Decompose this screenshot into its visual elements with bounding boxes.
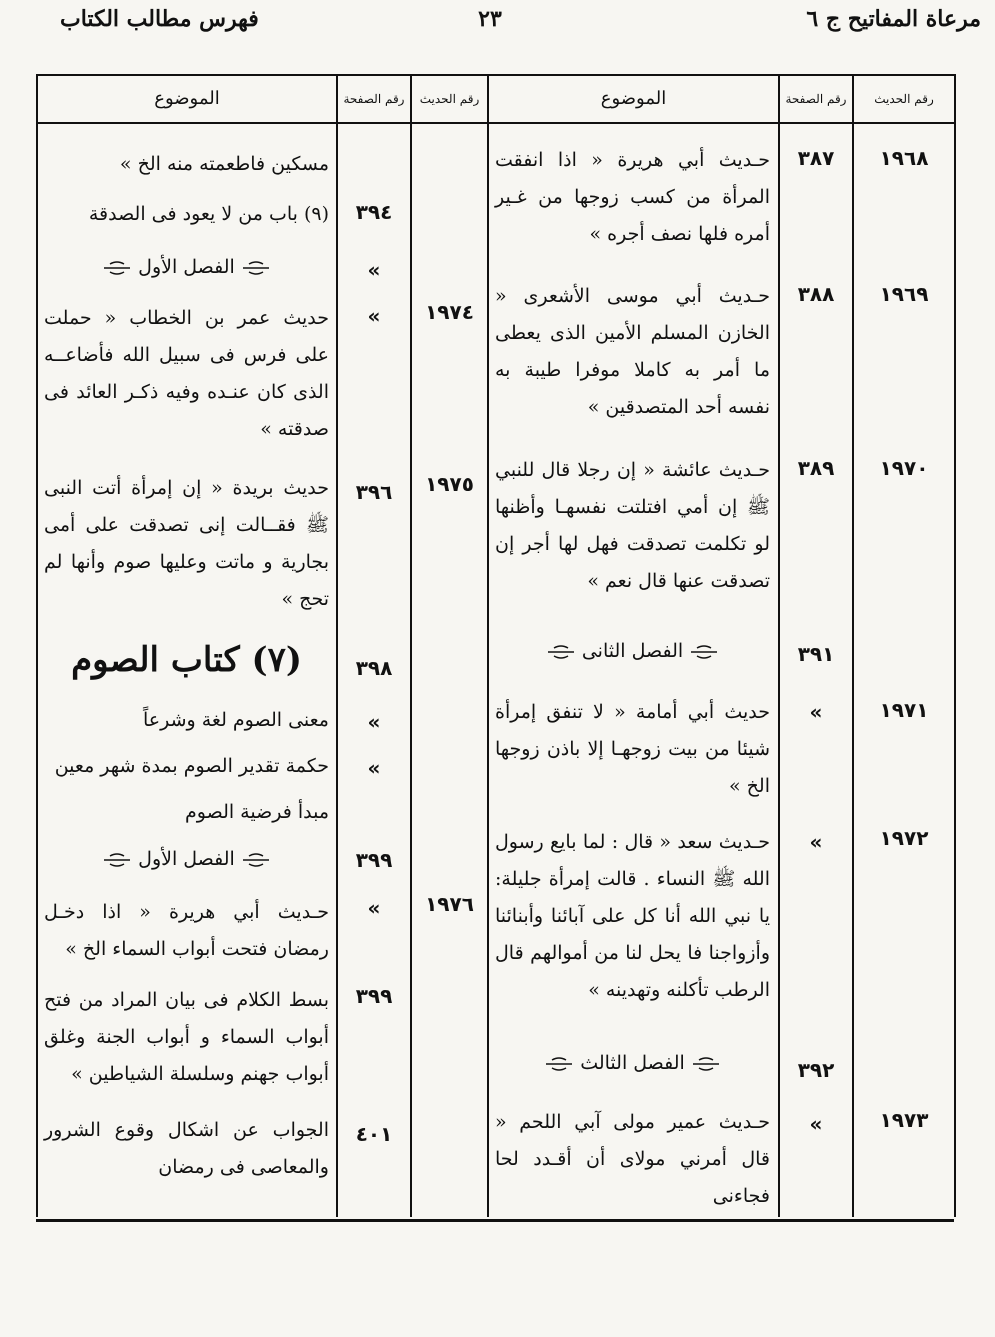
rule-left-page xyxy=(410,74,412,1217)
page-number-cell: ٣٩٢ xyxy=(797,1058,835,1082)
book-heading: (٧) كتاب الصوم xyxy=(71,640,302,680)
page-number-cell: ٣٩٨ xyxy=(355,656,393,680)
ornament-icon xyxy=(546,645,576,659)
col-header-hadith-left: رقم الحديث xyxy=(419,92,480,106)
col-header-topic-left: الموضوع xyxy=(154,88,220,109)
page-number-cell: ٣٩٩ xyxy=(355,984,393,1008)
book-title: مرعاة المفاتيح ج ٦ xyxy=(806,6,981,32)
hadith-number: ١٩٧٠ xyxy=(879,456,929,480)
hadith-number: ١٩٧١ xyxy=(879,698,929,722)
ornament-icon xyxy=(241,853,271,867)
table-border-left xyxy=(36,74,38,1217)
ornament-icon xyxy=(241,261,271,275)
entry-topic: مسكين فاطعمته منه الخ » xyxy=(119,153,329,175)
page-number-cell: ٣٨٧ xyxy=(797,146,835,170)
ornament-icon xyxy=(102,261,132,275)
page-number-cell: ٣٩٦ xyxy=(355,480,393,504)
page-number-cell: ٣٨٩ xyxy=(797,456,835,480)
page-number-cell: » xyxy=(367,258,381,282)
page-number-cell: ٤٠١ xyxy=(355,1122,393,1146)
hadith-number: ١٩٧٣ xyxy=(879,1108,929,1132)
page-number-cell: ٣٨٨ xyxy=(797,282,835,306)
entry-topic: حـديث عائشة « إن رجلا قال للنبي ﷺ إن أمي افتلتت نفسهـا وأظنها لو تكلمت تصدقت فهل لها أجر إن تصدقت عنها قال نعم » xyxy=(495,459,770,592)
entry-topic: حكمة تقدير الصوم بمدة شهر معين xyxy=(54,755,329,777)
hadith-number: ١٩٧٦ xyxy=(425,892,474,916)
hadith-number: ١٩٦٩ xyxy=(879,282,929,306)
chapter-subheading: الفصل الأول xyxy=(44,256,329,278)
page-number-cell: » xyxy=(367,710,381,734)
section-title: فهرس مطالب الكتاب xyxy=(60,6,259,32)
entry-topic: (٩) باب من لا يعود فى الصدقة xyxy=(88,203,329,225)
chapter-subheading: الفصل الثانى xyxy=(495,640,770,662)
entry-topic: معنى الصوم لغة وشرعاً xyxy=(142,709,329,731)
page-number-cell: » xyxy=(367,756,381,780)
rule-right-page xyxy=(852,74,854,1217)
entry-topic: حـديث سعد « قال : لما بايع رسول الله ﷺ النساء . قالت إمرأة جليلة: يا نبي الله أنا كل على آبائنا وأبنائنا وأزواجنا فا يحل لنا من أموالهم قال الرطب تأكلنه وتهدينه » xyxy=(495,831,770,1001)
ornament-icon xyxy=(102,853,132,867)
col-header-topic-right: الموضوع xyxy=(600,88,667,109)
hadith-number: ١٩٧٥ xyxy=(425,472,474,496)
ornament-icon xyxy=(689,645,719,659)
entry-topic: مبدأ فرضية الصوم xyxy=(185,801,329,823)
page-number-cell: ٣٩٩ xyxy=(355,848,393,872)
entry-topic: حديث بريدة « إن إمرأة أتت النبى ﷺ فقــالت إنى تصدقت على أمى بجارية و ماتت وعليها صوم وأنها لم تحج » xyxy=(44,477,329,610)
page-number-cell: ٣٩١ xyxy=(797,642,835,666)
hadith-number: ١٩٦٨ xyxy=(879,146,929,170)
col-header-page-right: رقم الصفحة xyxy=(785,92,847,106)
ornament-icon xyxy=(544,1057,574,1071)
rule-left-topic xyxy=(336,74,338,1217)
header-rule xyxy=(36,122,956,124)
entry-topic: الجواب عن اشكال وقوع الشرور والمعاصى فى رمضان xyxy=(44,1119,329,1178)
col-header-page-left: رقم الصفحة xyxy=(343,92,405,106)
page-number-cell: » xyxy=(367,304,381,328)
table-border-right xyxy=(954,74,956,1217)
entry-topic: بسط الكلام فى بيان المراد من فتح أبواب السماء و أبواب الجنة وغلق أبواب جهنم وسلسلة الشياطين » xyxy=(44,989,329,1085)
page-number-cell: » xyxy=(809,1112,823,1136)
hadith-number: ١٩٧٢ xyxy=(879,826,929,850)
ornament-icon xyxy=(691,1057,721,1071)
entry-topic: حديث عمر بن الخطاب « حملت على فرس فى سبيل الله فأضاعــه الذى كان عنـده وفيه ذكـر العائد فى صدقته » xyxy=(44,307,329,440)
rule-center xyxy=(487,74,489,1217)
chapter-subheading: الفصل الأول xyxy=(44,848,329,870)
entry-topic: حـديث أبي موسى الأشعرى « الخازن المسلم الأمين الذى يعطى ما أمر به كاملا موفرا طيبة به نفسه أحد المتصدقين » xyxy=(495,285,770,418)
page-number-cell: » xyxy=(809,830,823,854)
page-number-cell: ٣٩٤ xyxy=(355,200,393,224)
rule-right-topic xyxy=(778,74,780,1217)
entry-topic: حـديث أبي هريرة « اذا دخـل رمضان فتحت أبواب السماء الخ » xyxy=(44,901,329,960)
chapter-subheading: الفصل الثالث xyxy=(495,1052,770,1074)
hadith-number: ١٩٧٤ xyxy=(425,300,474,324)
page-number: ٢٣ xyxy=(478,6,502,32)
entry-topic: حـديث عمير مولى آبي اللحم « قال أمرني مولاى أن أقـدد لحا فجاءنى xyxy=(495,1111,770,1207)
page-number-cell: » xyxy=(809,700,823,724)
col-header-hadith-right: رقم الحديث xyxy=(874,92,934,106)
entry-topic: حـديث أبي هريرة « اذا انفقت المرأة من كسب زوجها من غـير أمره فلها نصف أجره » xyxy=(495,149,770,245)
page-number-cell: » xyxy=(367,896,381,920)
entry-topic: حديث أبي أمامة « لا تنفق إمرأة شيئا من بيت زوجهـا إلا باذن زوجها الخ » xyxy=(495,701,770,797)
